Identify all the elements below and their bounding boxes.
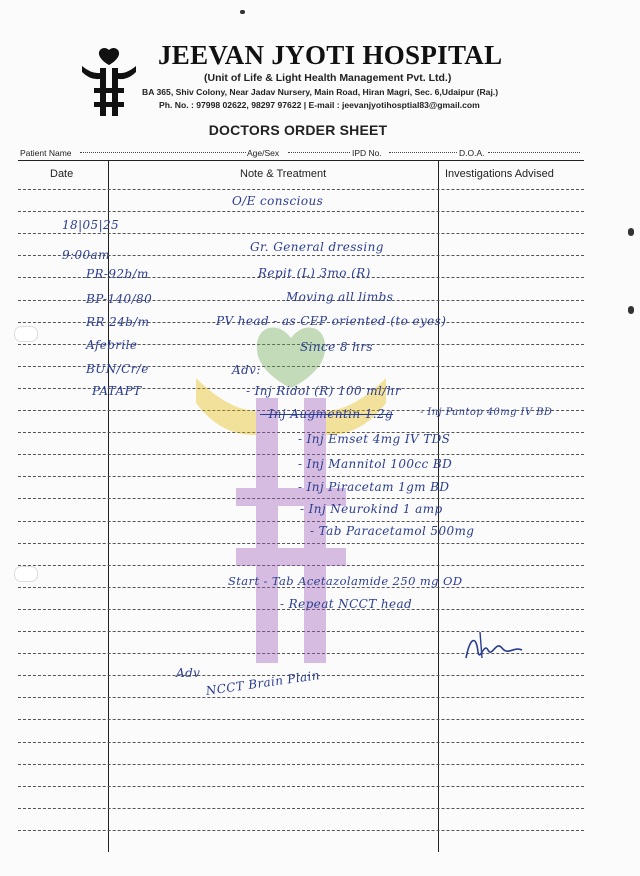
date-column-divider bbox=[108, 160, 109, 852]
doa-field[interactable] bbox=[488, 152, 580, 153]
patient-name-field[interactable] bbox=[80, 152, 246, 153]
ruled-line bbox=[18, 742, 584, 743]
handwritten-pulse: PR-92b/m bbox=[86, 267, 149, 281]
handwritten-line: - Inj Piracetam 1gm BD bbox=[298, 480, 450, 494]
handwritten-line: Gr. General dressing bbox=[250, 240, 384, 254]
handwritten-line: NCCT Brain Plain bbox=[205, 668, 321, 698]
handwritten-note: BUN/Cr/e bbox=[86, 362, 149, 376]
handwritten-bp: BP-140/80 bbox=[86, 292, 153, 306]
hospital-subtitle: (Unit of Life & Light Health Management Pvt. Ltd.) bbox=[204, 72, 452, 84]
handwritten-rr: RR 24b/m bbox=[86, 315, 150, 329]
handwritten-temp: Afebrile bbox=[86, 338, 138, 352]
handwritten-line: Adv bbox=[176, 666, 201, 680]
hospital-logo-icon bbox=[80, 46, 138, 118]
handwritten-line: - Repeat NCCT head bbox=[280, 597, 413, 611]
table-top-border bbox=[18, 160, 584, 161]
ruled-line bbox=[18, 697, 584, 698]
ruled-line bbox=[18, 764, 584, 765]
handwritten-line: O/E conscious bbox=[232, 194, 324, 208]
handwritten-time: 9:00am bbox=[62, 248, 110, 262]
hole-punch bbox=[14, 566, 38, 582]
handwritten-line: PV head - as CEP oriented (to eyes) bbox=[216, 314, 447, 328]
ruled-line bbox=[18, 830, 584, 831]
handwritten-date: 18|05|25 bbox=[62, 218, 120, 232]
hospital-name: JEEVAN JYOTI HOSPITAL bbox=[158, 40, 503, 70]
handwritten-line: - Inj Emset 4mg IV TDS bbox=[298, 432, 451, 446]
note-column-header: Note & Treatment bbox=[240, 168, 327, 180]
ruled-line bbox=[18, 189, 584, 190]
doctor-signature-icon bbox=[458, 628, 528, 668]
ruled-line bbox=[18, 719, 584, 720]
handwritten-line: - Inj Mannitol 100cc BD bbox=[298, 457, 453, 471]
ipd-no-field[interactable] bbox=[389, 152, 457, 153]
age-sex-field[interactable] bbox=[288, 152, 350, 153]
date-column-header: Date bbox=[50, 168, 74, 180]
investigations-column-header: Investigations Advised bbox=[445, 168, 554, 180]
handwritten-line: Start - Tab Acetazolamide 250 mg OD bbox=[228, 574, 463, 588]
handwritten-line: - Inj Augmentin 1.2g bbox=[260, 407, 394, 421]
patient-name-label: Patient Name bbox=[20, 148, 72, 158]
handwritten-line: - Inj Neurokind 1 amp bbox=[300, 502, 443, 516]
hospital-contact: Ph. No. : 97998 02622, 98297 97622 | E-mail : jeevanjyotihosptial83@gmail.com bbox=[159, 100, 480, 110]
handwritten-line: Adv: bbox=[232, 363, 261, 377]
handwritten-line: Repit (L) 3mo (R) bbox=[258, 266, 371, 280]
doa-label: D.O.A. bbox=[459, 148, 485, 158]
handwritten-line: - Inj Pantop 40mg IV BD bbox=[420, 407, 553, 418]
page-edge-mark bbox=[628, 306, 634, 314]
ruled-line bbox=[18, 233, 584, 234]
page-edge-mark bbox=[628, 228, 634, 236]
handwritten-line: Moving all limbs bbox=[286, 290, 394, 304]
ruled-line bbox=[18, 808, 584, 809]
handwritten-line: Since 8 hrs bbox=[300, 340, 373, 354]
hole-punch bbox=[14, 326, 38, 342]
sheet-title: DOCTORS ORDER SHEET bbox=[208, 122, 388, 138]
page-edge-mark bbox=[240, 10, 245, 14]
ipd-no-label: IPD No. bbox=[352, 148, 382, 158]
age-sex-label: Age/Sex bbox=[247, 148, 280, 158]
ruled-line bbox=[18, 786, 584, 787]
handwritten-line: - Tab Paracetamol 500mg bbox=[310, 524, 475, 538]
handwritten-note: PATAPT bbox=[92, 384, 142, 398]
hospital-address: BA 365, Shiv Colony, Near Jadav Nursery, Main Road, Hiran Magri, Sec. 6,Udaipur (Raj.) bbox=[142, 87, 499, 97]
handwritten-line: - Inj Ridol (R) 100 ml/hr bbox=[246, 384, 401, 398]
ruled-line bbox=[18, 211, 584, 212]
